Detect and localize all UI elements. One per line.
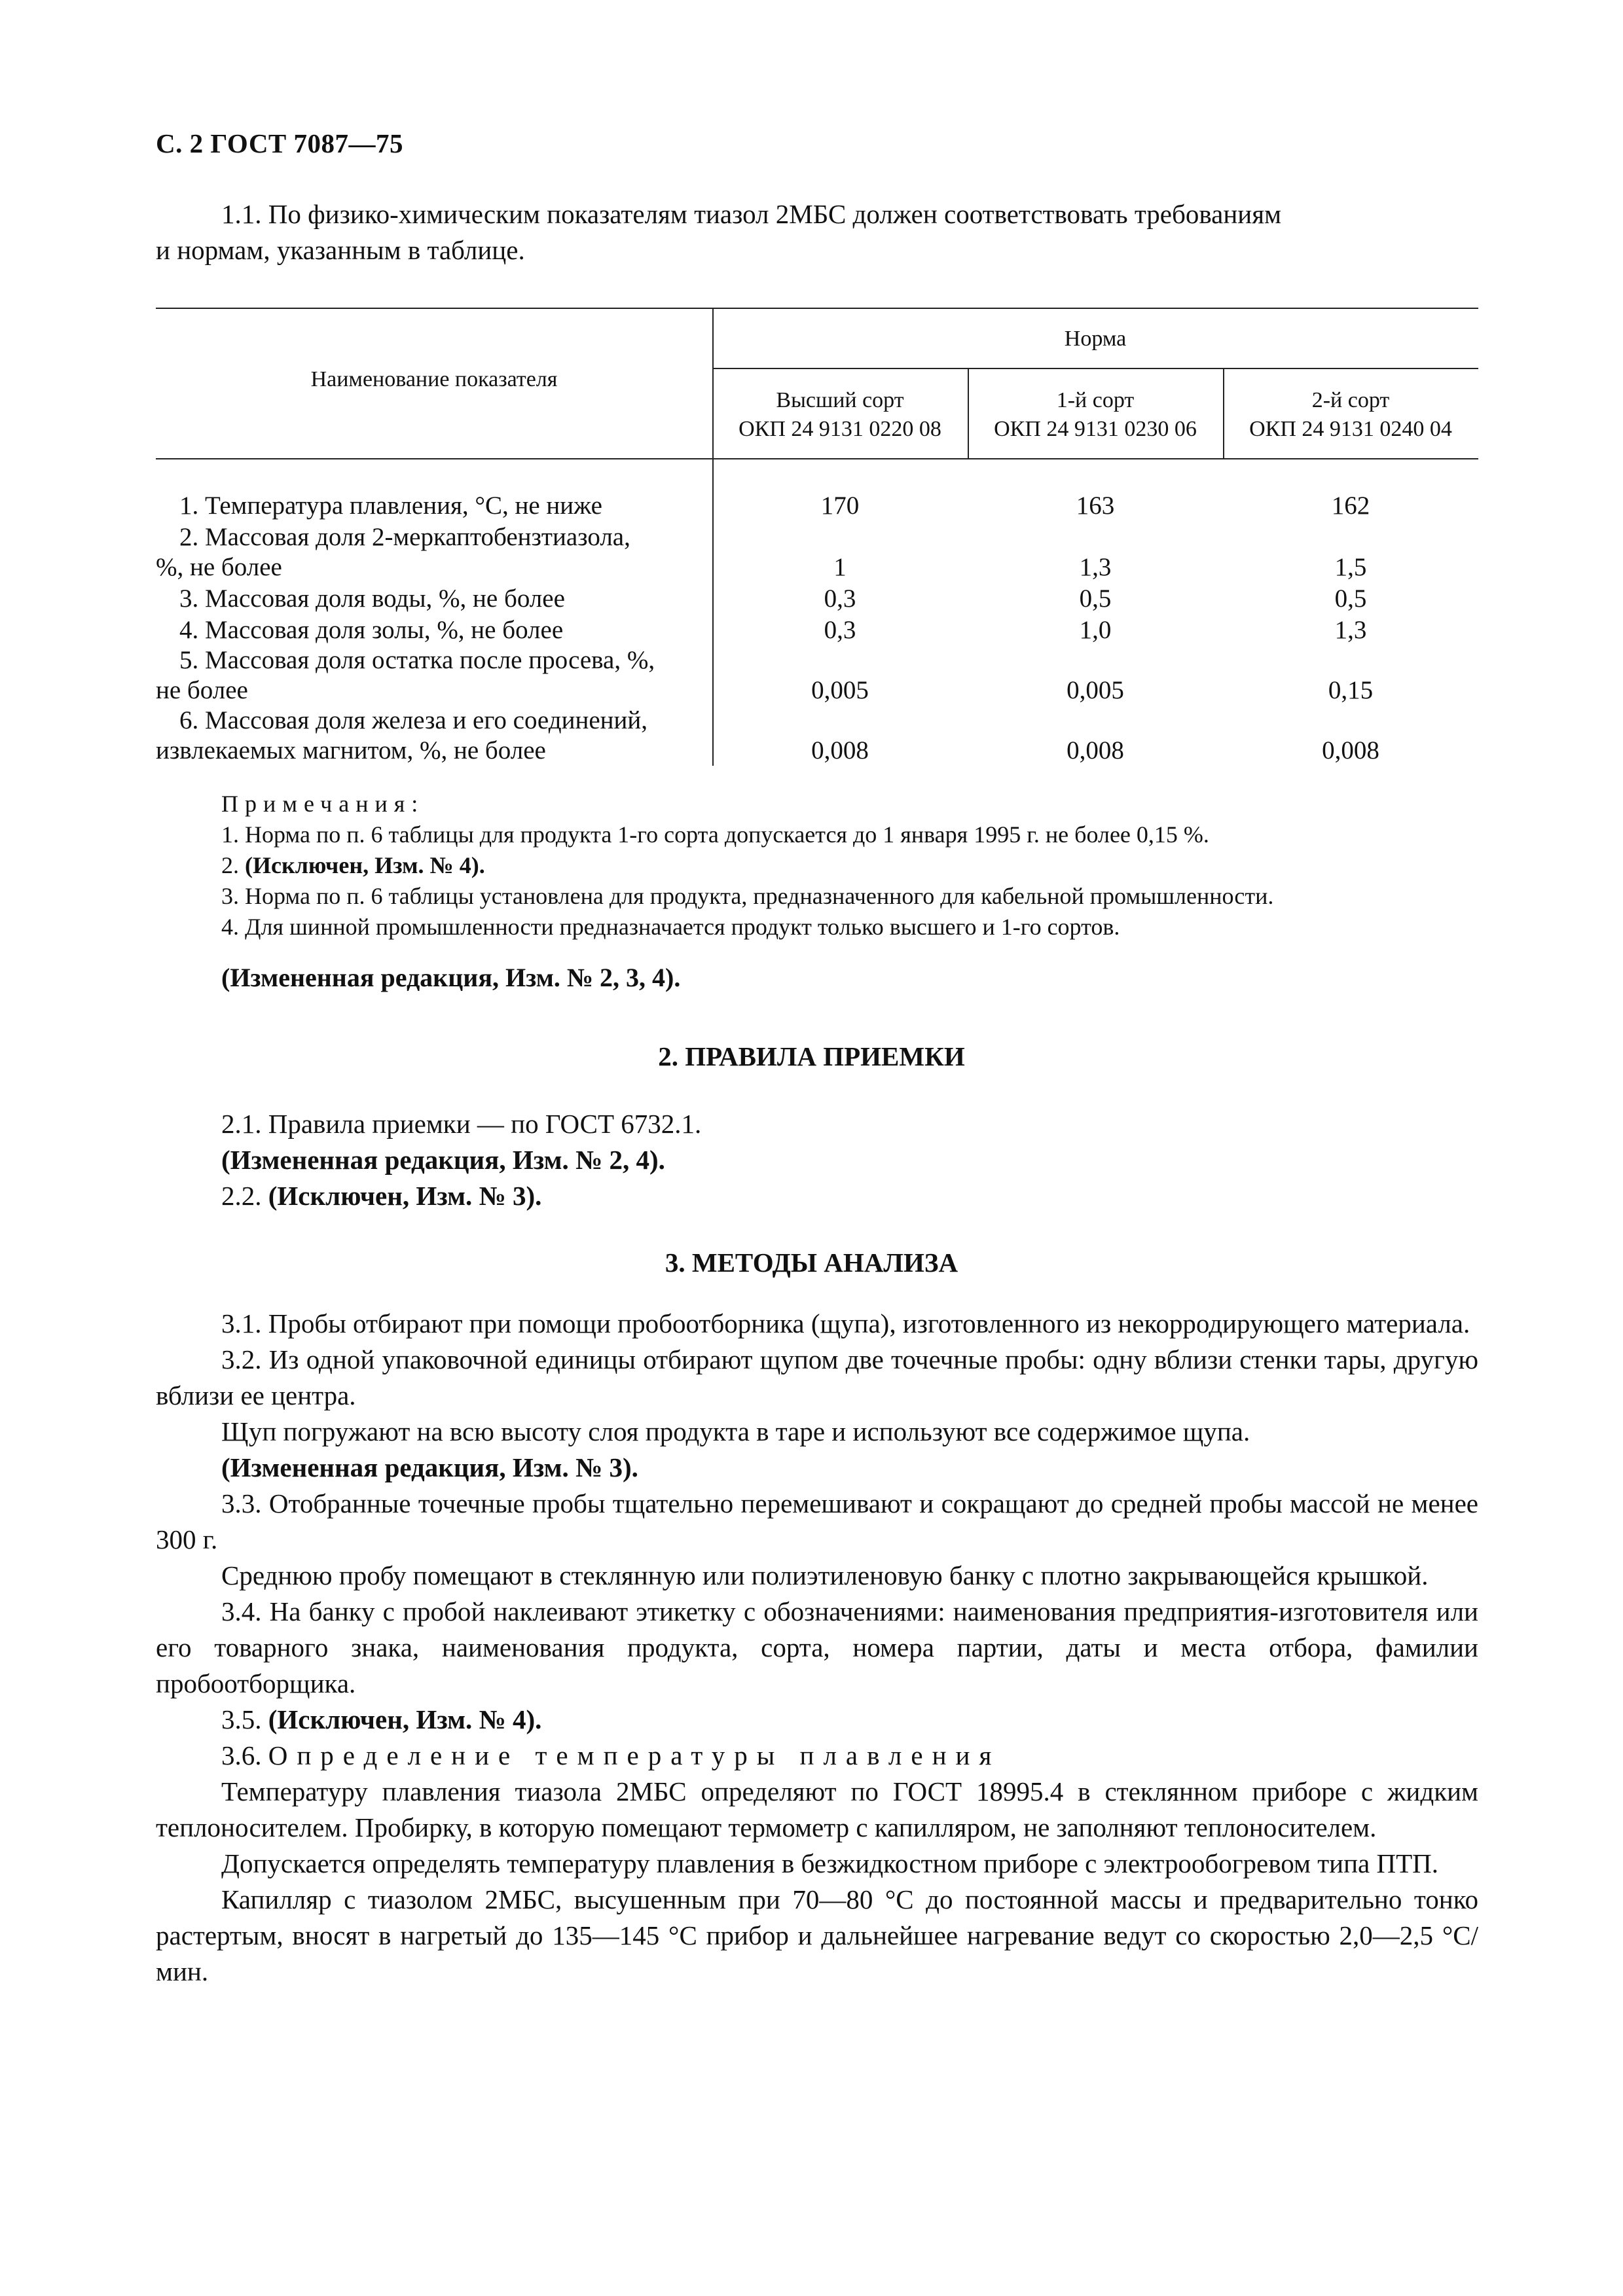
revision-note: (Измененная редакция, Изм. № 2, 4). xyxy=(221,1145,665,1175)
row-label-line: 1. Температура плавления, °С, не ниже xyxy=(179,492,602,520)
paragraph xyxy=(156,1178,1478,1214)
note-number: 2. xyxy=(221,852,239,878)
table-cell: 162 xyxy=(1331,492,1370,520)
row-label-line: 3. Массовая доля воды, %, не более xyxy=(179,584,565,613)
page-header: С. 2 ГОСТ 7087—75 xyxy=(156,128,404,158)
table-cell: 1,3 xyxy=(1079,553,1112,581)
row-label-line: 2. Массовая доля 2-меркаптобензтиазола, xyxy=(179,523,630,551)
col-name-header: Наименование показателя xyxy=(310,367,558,391)
table-cell: 163 xyxy=(1076,492,1115,520)
clause-excluded: (Исключен, Изм. № 4). xyxy=(268,1704,542,1734)
clause-number: 3.6. xyxy=(221,1740,262,1770)
grade-code: ОКП 24 9131 0220 08 xyxy=(739,417,941,441)
table-row-label xyxy=(156,615,699,645)
paragraph: Среднюю пробу помещают в стеклянную или полиэтиленовую банку с плотно закрывающейся крышкой. xyxy=(221,1560,1429,1590)
clause-number: 2.2. xyxy=(221,1181,262,1211)
revision-note: (Измененная редакция, Изм. № 2, 3, 4). xyxy=(221,963,681,992)
note-item: 3. Норма по п. 6 таблицы установлена для продукта, предназначенного для кабельной промышленности. xyxy=(221,883,1274,909)
table-cell: 0,008 xyxy=(811,736,869,764)
row-label-line: %, не более xyxy=(156,553,282,581)
clause-excluded: (Исключен, Изм. № 3). xyxy=(268,1181,542,1211)
specs-table xyxy=(156,308,1478,766)
grade-header-1 xyxy=(712,386,968,444)
grade-header-2 xyxy=(968,386,1223,444)
table-notes xyxy=(221,789,1478,942)
paragraph: Допускается определять температуру плавления в безжидкостном приборе с электрообогревом типа ПТП. xyxy=(221,1848,1438,1878)
row-label-line: 5. Массовая доля остатка после просева, %, xyxy=(179,646,655,674)
section-3-body xyxy=(156,1306,1478,1990)
table-cell: 0,3 xyxy=(824,584,856,613)
section-2-body xyxy=(156,1106,1478,1214)
paragraph: 3.3. Отобранные точечные пробы тщательно перемешивают и сокращают до средней пробы массой не менее 300 г. xyxy=(156,1488,1478,1554)
section-3-title: 3. МЕТОДЫ АНАЛИЗА xyxy=(665,1247,958,1278)
notes-title: Примечания: xyxy=(221,791,425,817)
table-top-border xyxy=(156,308,1478,309)
table-row-label xyxy=(156,645,699,706)
table-row-label xyxy=(156,522,699,583)
intro-line-2: и нормам, указанным в таблице. xyxy=(156,235,525,265)
paragraph: 2.1. Правила приемки — по ГОСТ 6732.1. xyxy=(221,1109,702,1139)
paragraph xyxy=(156,1702,1478,1738)
paragraph: 3.4. На банку с пробой наклеивают этикетку с обозначениями: наименования предприятия-изготовителя или его товарного знака, наименования продукта, сорта, номера партии, даты и места отбора, фамилии пробоотборщика. xyxy=(156,1596,1478,1698)
table-row-label xyxy=(156,584,699,614)
header-bottom-border xyxy=(156,458,1478,459)
table-row-label xyxy=(156,491,699,521)
norma-header: Норма xyxy=(1064,327,1127,351)
paragraph: Капилляр с тиазолом 2МБС, высушенным при 70—80 °С до постоянной массы и предварительно тонко растертым, вносят в нагретый до 135—145 °С прибор и дальнейшее нагревание ведут со скоростью 2,0—2,5 °С/мин. xyxy=(156,1884,1478,1986)
row-label-line: не более xyxy=(156,676,248,704)
table-cell: 0,15 xyxy=(1328,676,1374,704)
table-cell: 170 xyxy=(820,492,860,520)
table-cell: 1,5 xyxy=(1334,553,1367,581)
note-excluded: (Исключен, Изм. № 4). xyxy=(245,852,485,878)
table-cell: 0,005 xyxy=(1067,676,1124,704)
grade-code: ОКП 24 9131 0230 06 xyxy=(994,417,1197,441)
clause-number: 3.5. xyxy=(221,1704,262,1734)
table-cell: 0,5 xyxy=(1334,584,1367,613)
note-item: 1. Норма по п. 6 таблицы для продукта 1-го сорта допускается до 1 января 1995 г. не более 0,15 %. xyxy=(221,821,1209,848)
intro-paragraph xyxy=(156,196,1478,268)
norma-divider xyxy=(712,368,1478,369)
section-2-title: 2. ПРАВИЛА ПРИЕМКИ xyxy=(658,1041,965,1071)
paragraph: Щуп погружают на всю высоту слоя продукта в таре и используют все содержимое щупа. xyxy=(221,1416,1250,1446)
table-cell: 1,0 xyxy=(1079,616,1112,644)
clause-title: Определение температуры плавления xyxy=(268,1740,1001,1770)
grade-name: Высший сорт xyxy=(776,388,904,412)
grade-header-3 xyxy=(1223,386,1478,444)
table-cell: 1,3 xyxy=(1334,616,1367,644)
intro-line-1: 1.1. По физико-химическим показателям тиазол 2МБС должен соответствовать требованиям xyxy=(221,199,1282,229)
paragraph: Температуру плавления тиазола 2МБС определяют по ГОСТ 18995.4 в стеклянном приборе с жидким теплоносителем. Пробирку, в которую помещают термометр с капилляром, не заполняют теплоносителем. xyxy=(156,1776,1478,1842)
grade-code: ОКП 24 9131 0240 04 xyxy=(1249,417,1452,441)
paragraph: 3.2. Из одной упаковочной единицы отбирают щупом две точечные пробы: одну вблизи стенки тары, другую вблизи ее центра. xyxy=(156,1344,1478,1410)
row-label-line: извлекаемых магнитом, %, не более xyxy=(156,736,546,764)
row-label-line: 4. Массовая доля золы, %, не более xyxy=(179,616,564,644)
table-cell: 0,5 xyxy=(1079,584,1112,613)
table-cell: 0,005 xyxy=(811,676,869,704)
row-label-line: 6. Массовая доля железа и его соединений, xyxy=(179,706,647,734)
table-cell: 1 xyxy=(833,553,847,581)
note-item: 4. Для шинной промышленности предназначается продукт только высшего и 1-го сортов. xyxy=(221,914,1120,940)
paragraph: 3.1. Пробы отбирают при помощи пробоотборника (щупа), изготовленного из некорродирующего материала. xyxy=(221,1308,1470,1338)
table-row-label xyxy=(156,706,699,766)
note-item xyxy=(221,850,1478,881)
revision-note: (Измененная редакция, Изм. № 3). xyxy=(221,1452,638,1482)
grade-name: 2-й сорт xyxy=(1311,388,1390,412)
grade-name: 1-й сорт xyxy=(1056,388,1135,412)
table-cell: 0,008 xyxy=(1322,736,1379,764)
paragraph xyxy=(156,1738,1478,1774)
table-cell: 0,008 xyxy=(1067,736,1124,764)
table-cell: 0,3 xyxy=(824,616,856,644)
